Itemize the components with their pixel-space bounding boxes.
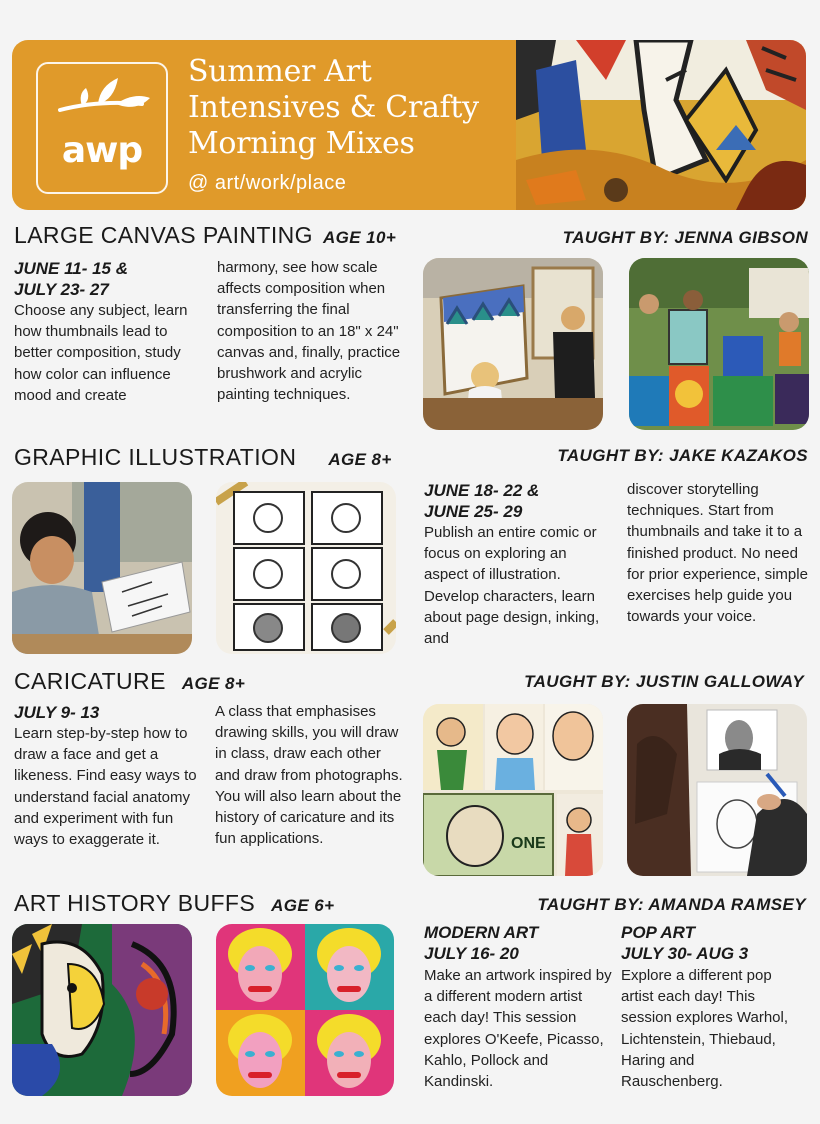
class-dates [424,480,614,522]
page-title [188,54,518,162]
description-col2: harmony, see how scale affects composition when transferring the final composition to an 18" x 24" canvas and, finally, practice brushwork and acrylic painting techniques. [217,259,401,404]
age-label: AGE 6+ [271,896,335,915]
class-dates [14,258,204,300]
header-banner [12,40,806,210]
dollar-bill-label: ONE [511,835,546,852]
page-subtitle: @ art/work/place [188,172,347,194]
section-heading-art-history [14,890,334,917]
description-col1: Publish an entire comic or focus on exploring an aspect of illustration. Develop characters, learn about page design, inking, and [424,524,600,648]
title-line: Summer Art [188,54,372,89]
pop-art-description: Explore a different pop artist each day! This session explores Warhol, Lichtenstein, Thiebaud, Haring and Rauschenberg. [621,967,789,1091]
leaf-branch-icon [38,64,170,134]
subclass-title: POP ART [621,923,695,942]
photo-caricature-collage [423,704,603,876]
dates-line: JULY 16- 20 [424,944,519,963]
photo-picasso-painting [12,924,192,1096]
title-line: Morning Mixes [188,126,415,161]
section-title: CARICATURE [14,668,166,694]
awp-logo [36,62,168,194]
dates-line: JUNE 11- 15 & [14,259,129,278]
header-painting-image [516,40,806,210]
dates-line: JULY 30- AUG 3 [621,944,749,963]
title-line: Intensives & Crafty [188,90,479,125]
modern-art-heading [424,922,614,964]
dates-line: JULY 9- 13 [14,703,100,722]
teacher-label: TAUGHT BY: JENNA GIBSON [562,228,808,247]
photo-boy-drawing [12,482,192,654]
photo-kids-with-paintings [629,258,809,430]
teacher-label: TAUGHT BY: JUSTIN GALLOWAY [524,672,804,691]
section-heading-caricature [14,668,245,695]
teacher-label: TAUGHT BY: AMANDA RAMSEY [537,895,806,914]
class-dates [14,702,204,723]
description-col1: Learn step-by-step how to draw a face and get a likeness. Find easy ways to understand facial anatomy and experiment with fun ways to exaggerate it. [14,725,197,849]
pop-art-heading [621,922,811,964]
age-label: AGE 8+ [181,674,246,693]
photo-kids-painting-canvas [423,258,603,430]
subclass-title: MODERN ART [424,923,539,942]
section-heading-graphic-illustration [14,444,392,471]
description-col2: discover storytelling techniques. Start from thumbnails and take it to a finished product. No need for prior experience, simple exercises help guide you towards your voice. [627,481,808,626]
logo-text: awp [61,130,143,171]
dates-line: JULY 23- 27 [14,280,109,299]
dates-line: JUNE 18- 22 & [424,481,540,500]
teacher-label: TAUGHT BY: JAKE KAZAKOS [557,446,808,465]
age-label: AGE 8+ [328,450,392,469]
modern-art-description: Make an artwork inspired by a different modern artist each day! This session explores O'Keefe, Picasso, Kahlo, Pollock and Kandinski. [424,967,612,1091]
section-title: ART HISTORY BUFFS [14,890,256,916]
section-heading-large-canvas [14,222,396,249]
section-title: GRAPHIC ILLUSTRATION [14,444,297,470]
section-title: LARGE CANVAS PAINTING [14,222,313,248]
age-label: AGE 10+ [322,228,397,247]
description-col2: A class that emphasises drawing skills, you will draw in class, draw each other and draw from photographs. You will also learn about the history of caricature and its fun applications. [215,703,403,848]
dates-line: JUNE 25- 29 [424,502,523,521]
description-col1: Choose any subject, learn how thumbnails lead to better composition, study how color can influence mood and create [14,302,188,404]
photo-student-drawing-portrait [627,704,807,876]
photo-comic-sketch-panels [216,482,396,654]
photo-warhol-pop-art [216,924,394,1096]
